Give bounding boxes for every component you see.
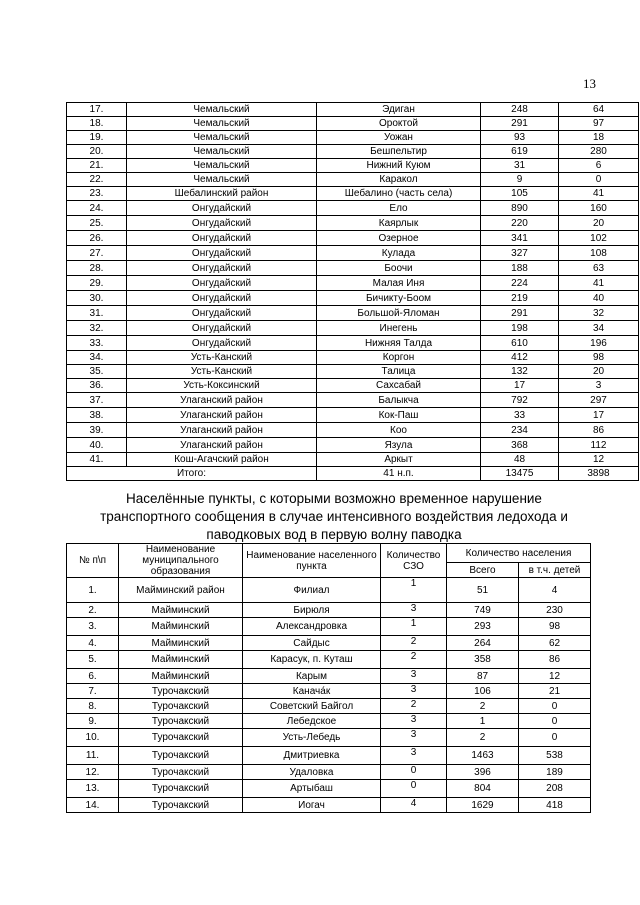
table-cell: Онгудайский bbox=[127, 321, 317, 336]
table-cell: 106 bbox=[447, 684, 519, 699]
table-cell: 219 bbox=[481, 291, 559, 306]
table-cell: 0 bbox=[519, 699, 591, 714]
table-cell: 33 bbox=[481, 408, 559, 423]
table-row bbox=[67, 669, 591, 684]
table-cell: 264 bbox=[447, 636, 519, 651]
table-cell: 105 bbox=[481, 187, 559, 201]
table-cell: Онгудайский bbox=[127, 246, 317, 261]
table-row bbox=[67, 187, 639, 201]
table-cell: 358 bbox=[447, 651, 519, 669]
table-row bbox=[67, 246, 639, 261]
table-cell: 34. bbox=[67, 351, 127, 365]
table-cell: 1463 bbox=[447, 747, 519, 765]
table-cell: Усть-Канский bbox=[127, 351, 317, 365]
table-cell: 0 bbox=[519, 714, 591, 729]
table-cell: 12. bbox=[67, 765, 119, 780]
table-cell: Советский Байгол bbox=[243, 699, 381, 714]
table-row bbox=[67, 408, 639, 423]
table-cell: 297 bbox=[559, 393, 639, 408]
table-cell: 2 bbox=[381, 651, 447, 669]
table-cell: 341 bbox=[481, 231, 559, 246]
total-cell: Итого: bbox=[67, 467, 317, 481]
table-cell: Нижняя Талда bbox=[317, 336, 481, 351]
table-caption: Населённые пункты, с которыми возможно временное нарушение транспортного сообщения в случае интенсивного воздействия ледохода и паводковых вод в первую волну паводка bbox=[100, 491, 568, 542]
table-cell: 7. bbox=[67, 684, 119, 699]
table-cell: Филиал bbox=[243, 578, 381, 603]
table-cell: 40. bbox=[67, 438, 127, 453]
table-cell: 291 bbox=[481, 117, 559, 131]
table-cell: Канача́к bbox=[243, 684, 381, 699]
table-cell: 20. bbox=[67, 145, 127, 159]
table-cell: Каярлык bbox=[317, 216, 481, 231]
table-cell: 0 bbox=[381, 765, 447, 780]
table-cell: 6 bbox=[559, 159, 639, 173]
table-cell: 32 bbox=[559, 306, 639, 321]
table-cell: 3 bbox=[381, 603, 447, 618]
table-cell: 17 bbox=[481, 379, 559, 393]
table-row bbox=[67, 173, 639, 187]
table-cell: 4 bbox=[381, 798, 447, 813]
table-cell: Александровка bbox=[243, 618, 381, 636]
table-cell: 327 bbox=[481, 246, 559, 261]
table-cell: Онгудайский bbox=[127, 336, 317, 351]
table-row bbox=[67, 393, 639, 408]
table-cell: 29. bbox=[67, 276, 127, 291]
table-cell: 38. bbox=[67, 408, 127, 423]
table-row bbox=[67, 276, 639, 291]
table-cell: 13. bbox=[67, 780, 119, 798]
table-cell: Бирюля bbox=[243, 603, 381, 618]
table-cell: Лебедское bbox=[243, 714, 381, 729]
table-cell: 41 bbox=[559, 187, 639, 201]
table-cell: 412 bbox=[481, 351, 559, 365]
table-cell: Инегень bbox=[317, 321, 481, 336]
table-cell: 208 bbox=[519, 780, 591, 798]
table-cell: Турочакский bbox=[119, 699, 243, 714]
table-cell: Онгудайский bbox=[127, 306, 317, 321]
table-cell: 9. bbox=[67, 714, 119, 729]
table-cell: Ело bbox=[317, 201, 481, 216]
table-cell: 62 bbox=[519, 636, 591, 651]
table-cell: Малая Иня bbox=[317, 276, 481, 291]
table-cell: Турочакский bbox=[119, 729, 243, 747]
table-row bbox=[67, 321, 639, 336]
table-cell: 18. bbox=[67, 117, 127, 131]
table-cell: 792 bbox=[481, 393, 559, 408]
table-row bbox=[67, 379, 639, 393]
table-cell: 32. bbox=[67, 321, 127, 336]
table-cell: 26. bbox=[67, 231, 127, 246]
table-cell: Майминский bbox=[119, 669, 243, 684]
table-row bbox=[67, 336, 639, 351]
table-cell: 3 bbox=[381, 729, 447, 747]
table-cell: 8. bbox=[67, 699, 119, 714]
table-cell: 890 bbox=[481, 201, 559, 216]
table-cell: Артыбаш bbox=[243, 780, 381, 798]
table-row bbox=[67, 231, 639, 246]
table-cell: 87 bbox=[447, 669, 519, 684]
table-cell: 248 bbox=[481, 103, 559, 117]
table-cell: Усть-Коксинский bbox=[127, 379, 317, 393]
table-cell: Улаганский район bbox=[127, 393, 317, 408]
table-cell: 230 bbox=[519, 603, 591, 618]
table-row bbox=[67, 798, 591, 813]
table-cell: 17 bbox=[559, 408, 639, 423]
table-row bbox=[67, 453, 639, 467]
table-cell: Иогач bbox=[243, 798, 381, 813]
settlements-table bbox=[66, 102, 639, 481]
header-szo: Количество СЗО bbox=[381, 544, 447, 578]
table-cell: 27. bbox=[67, 246, 127, 261]
table-cell: 9 bbox=[481, 173, 559, 187]
table-cell: 98 bbox=[559, 351, 639, 365]
table-cell: Балыкча bbox=[317, 393, 481, 408]
table-row bbox=[67, 699, 591, 714]
table-cell: Аркыт bbox=[317, 453, 481, 467]
table-cell: Эдиган bbox=[317, 103, 481, 117]
header-num: № п\п bbox=[67, 544, 119, 578]
table-cell: Бичикту-Боом bbox=[317, 291, 481, 306]
table-cell: 619 bbox=[481, 145, 559, 159]
table-cell: 2 bbox=[381, 699, 447, 714]
table-cell: 34 bbox=[559, 321, 639, 336]
table-cell: Кок-Паш bbox=[317, 408, 481, 423]
table-cell: Турочакский bbox=[119, 765, 243, 780]
table-cell: 12 bbox=[559, 453, 639, 467]
table-row bbox=[67, 729, 591, 747]
table-cell: Турочакский bbox=[119, 684, 243, 699]
table-cell: 538 bbox=[519, 747, 591, 765]
table-cell: 102 bbox=[559, 231, 639, 246]
table-cell: Сахсабай bbox=[317, 379, 481, 393]
table-row bbox=[67, 201, 639, 216]
table-cell: Турочакский bbox=[119, 747, 243, 765]
table-cell: Турочакский bbox=[119, 714, 243, 729]
table-cell: 2 bbox=[381, 636, 447, 651]
table-cell: 2 bbox=[447, 699, 519, 714]
table-cell: 3 bbox=[381, 747, 447, 765]
table-cell: 3 bbox=[559, 379, 639, 393]
table-row bbox=[67, 306, 639, 321]
table-cell: Коо bbox=[317, 423, 481, 438]
table-cell: 2. bbox=[67, 603, 119, 618]
table-cell: Онгудайский bbox=[127, 276, 317, 291]
table-cell: Онгудайский bbox=[127, 291, 317, 306]
table-cell: Ороктой bbox=[317, 117, 481, 131]
table-cell: Каракол bbox=[317, 173, 481, 187]
table-cell: 98 bbox=[519, 618, 591, 636]
table-row bbox=[67, 365, 639, 379]
table-row bbox=[67, 765, 591, 780]
table-row bbox=[67, 636, 591, 651]
table-cell: 41. bbox=[67, 453, 127, 467]
table-cell: 368 bbox=[481, 438, 559, 453]
table-cell: Улаганский район bbox=[127, 438, 317, 453]
table-cell: 220 bbox=[481, 216, 559, 231]
table-cell: Чемальский bbox=[127, 117, 317, 131]
table-cell: 31. bbox=[67, 306, 127, 321]
table-cell: 749 bbox=[447, 603, 519, 618]
table-cell: Шебалинский район bbox=[127, 187, 317, 201]
table-cell: 2 bbox=[447, 729, 519, 747]
table-cell: Коргон bbox=[317, 351, 481, 365]
table-row bbox=[67, 145, 639, 159]
table-cell: 11. bbox=[67, 747, 119, 765]
table-cell: 12 bbox=[519, 669, 591, 684]
table-cell: Боочи bbox=[317, 261, 481, 276]
table-cell: 5. bbox=[67, 651, 119, 669]
table-cell: 160 bbox=[559, 201, 639, 216]
table-cell: 1. bbox=[67, 578, 119, 603]
table-cell: Турочакский bbox=[119, 798, 243, 813]
table-cell: 20 bbox=[559, 216, 639, 231]
table-cell: 0 bbox=[381, 780, 447, 798]
table-cell: 36. bbox=[67, 379, 127, 393]
table-row bbox=[67, 423, 639, 438]
table-cell: 234 bbox=[481, 423, 559, 438]
table-cell: 22. bbox=[67, 173, 127, 187]
table-cell: Майминский район bbox=[119, 578, 243, 603]
table-cell: Талица bbox=[317, 365, 481, 379]
table-cell: 17. bbox=[67, 103, 127, 117]
header-municipality: Наименование муниципального образования bbox=[119, 544, 243, 578]
table-cell: Чемальский bbox=[127, 131, 317, 145]
table-cell: 1629 bbox=[447, 798, 519, 813]
table-cell: 25. bbox=[67, 216, 127, 231]
table-cell: 396 bbox=[447, 765, 519, 780]
table-cell: 35. bbox=[67, 365, 127, 379]
table-cell: 41 bbox=[559, 276, 639, 291]
table-cell: 132 bbox=[481, 365, 559, 379]
table-cell: Удаловка bbox=[243, 765, 381, 780]
table-cell: 93 bbox=[481, 131, 559, 145]
flood-risk-table bbox=[66, 543, 591, 813]
table-row bbox=[67, 603, 591, 618]
table-cell: 40 bbox=[559, 291, 639, 306]
table-cell: 37. bbox=[67, 393, 127, 408]
table-cell: Карасук, п. Куташ bbox=[243, 651, 381, 669]
table-cell: Большой-Яломан bbox=[317, 306, 481, 321]
table-cell: Онгудайский bbox=[127, 216, 317, 231]
table-cell: 224 bbox=[481, 276, 559, 291]
table-cell: 112 bbox=[559, 438, 639, 453]
table-cell: 20 bbox=[559, 365, 639, 379]
table-cell: Сайдыс bbox=[243, 636, 381, 651]
table-cell: Майминский bbox=[119, 618, 243, 636]
table-row bbox=[67, 618, 591, 636]
table-cell: Дмитриевка bbox=[243, 747, 381, 765]
table-cell: Бешпельтир bbox=[317, 145, 481, 159]
table-cell: 21. bbox=[67, 159, 127, 173]
table-cell: 86 bbox=[559, 423, 639, 438]
table-cell: 28. bbox=[67, 261, 127, 276]
table-cell: Майминский bbox=[119, 603, 243, 618]
table-row bbox=[67, 438, 639, 453]
table-cell: 48 bbox=[481, 453, 559, 467]
header-children: в т.ч. детей bbox=[519, 563, 591, 578]
table-cell: 3 bbox=[381, 669, 447, 684]
header-population: Количество населения bbox=[447, 544, 591, 563]
table-cell: Чемальский bbox=[127, 103, 317, 117]
table-cell: Нижний Куюм bbox=[317, 159, 481, 173]
table-cell: 24. bbox=[67, 201, 127, 216]
table-cell: 418 bbox=[519, 798, 591, 813]
table-cell: 3 bbox=[381, 714, 447, 729]
table-cell: 14. bbox=[67, 798, 119, 813]
table-row bbox=[67, 651, 591, 669]
total-cell: 3898 bbox=[559, 467, 639, 481]
table-cell: Улаганский район bbox=[127, 408, 317, 423]
table-row bbox=[67, 714, 591, 729]
table-cell: 31 bbox=[481, 159, 559, 173]
table-row bbox=[67, 131, 639, 145]
table-cell: 804 bbox=[447, 780, 519, 798]
table-cell: 21 bbox=[519, 684, 591, 699]
table-cell: Язула bbox=[317, 438, 481, 453]
table-cell: Озерное bbox=[317, 231, 481, 246]
table-cell: Усть-Канский bbox=[127, 365, 317, 379]
table-cell: 291 bbox=[481, 306, 559, 321]
total-cell: 13475 bbox=[481, 467, 559, 481]
table-row bbox=[67, 261, 639, 276]
table-cell: Улаганский район bbox=[127, 423, 317, 438]
table-cell: Онгудайский bbox=[127, 231, 317, 246]
table-cell: 6. bbox=[67, 669, 119, 684]
table-row bbox=[67, 747, 591, 765]
table-cell: Майминский bbox=[119, 651, 243, 669]
table-row bbox=[67, 780, 591, 798]
table-row bbox=[67, 159, 639, 173]
page-number: 13 bbox=[583, 76, 596, 91]
header-settlement: Наименование населенного пункта bbox=[243, 544, 381, 578]
table-cell: 19. bbox=[67, 131, 127, 145]
table-cell: 0 bbox=[559, 173, 639, 187]
table-cell: 0 bbox=[519, 729, 591, 747]
table-row bbox=[67, 684, 591, 699]
table-cell: Усть-Лебедь bbox=[243, 729, 381, 747]
table-cell: 610 bbox=[481, 336, 559, 351]
table-cell: Онгудайский bbox=[127, 201, 317, 216]
table-cell: 188 bbox=[481, 261, 559, 276]
table-cell: Уожан bbox=[317, 131, 481, 145]
table-cell: 198 bbox=[481, 321, 559, 336]
table-cell: Чемальский bbox=[127, 159, 317, 173]
table-cell: Карым bbox=[243, 669, 381, 684]
table-cell: 189 bbox=[519, 765, 591, 780]
table-cell: 3 bbox=[381, 684, 447, 699]
table-cell: Кулада bbox=[317, 246, 481, 261]
header-total: Всего bbox=[447, 563, 519, 578]
table-cell: 293 bbox=[447, 618, 519, 636]
table-cell: 97 bbox=[559, 117, 639, 131]
table-cell: 4. bbox=[67, 636, 119, 651]
table-cell: 39. bbox=[67, 423, 127, 438]
table-cell: 4 bbox=[519, 578, 591, 603]
table-cell: 280 bbox=[559, 145, 639, 159]
table-row bbox=[67, 216, 639, 231]
table-cell: 51 bbox=[447, 578, 519, 603]
table-row bbox=[67, 351, 639, 365]
table-row bbox=[67, 578, 591, 603]
total-cell: 41 н.п. bbox=[317, 467, 481, 481]
table-cell: 33. bbox=[67, 336, 127, 351]
table-cell: 30. bbox=[67, 291, 127, 306]
table-cell: 18 bbox=[559, 131, 639, 145]
table-cell: 63 bbox=[559, 261, 639, 276]
table-cell: Майминский bbox=[119, 636, 243, 651]
table-cell: 86 bbox=[519, 651, 591, 669]
table-cell: Чемальский bbox=[127, 173, 317, 187]
table-cell: 196 bbox=[559, 336, 639, 351]
table-row bbox=[67, 117, 639, 131]
table-cell: 10. bbox=[67, 729, 119, 747]
table-cell: 1 bbox=[447, 714, 519, 729]
table-cell: 64 bbox=[559, 103, 639, 117]
table-cell: 1 bbox=[381, 618, 447, 636]
table-cell: 3. bbox=[67, 618, 119, 636]
table-cell: Шебалино (часть села) bbox=[317, 187, 481, 201]
total-row bbox=[67, 467, 639, 481]
table-row bbox=[67, 103, 639, 117]
table-cell: 23. bbox=[67, 187, 127, 201]
table-cell: Турочакский bbox=[119, 780, 243, 798]
table-cell: Онгудайский bbox=[127, 261, 317, 276]
table-cell: 1 bbox=[381, 578, 447, 603]
table-row bbox=[67, 291, 639, 306]
table-cell: Кош-Агачский район bbox=[127, 453, 317, 467]
table-cell: 108 bbox=[559, 246, 639, 261]
table-cell: Чемальский bbox=[127, 145, 317, 159]
